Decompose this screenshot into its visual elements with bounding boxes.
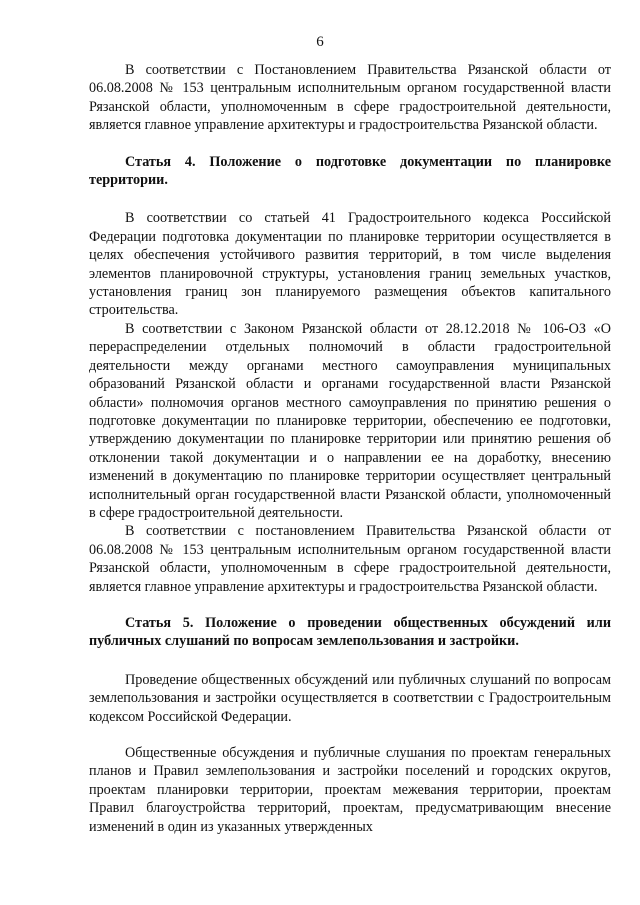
paragraph-article-41: В соответствии со статьей 41 Градостроительного кодекса Российской Федерации подготовка документации по планировке территории осуществляется в целях обеспечения устойчивого развития территорий, в том числе выделения элементов планировочной структуры, установления границ земельных участков, установления границ зон планируемого размещения объектов капитального строительства.: [89, 210, 611, 319]
paragraph-resolution-153: В соответствии с Постановлением Правительства Рязанской области от 06.08.2008 № 153 центральным исполнительным органом государственной власти Рязанской области, уполномоченным в сфере градостроительной деятельности, является главное управление архитектуры и градостроительства Рязанской области.: [89, 62, 611, 134]
paragraph-resolution-153-repeat: В соответствии с постановлением Правительства Рязанской области от 06.08.2008 № 153 центральным исполнительным органом государственной власти Рязанской области, уполномоченным в сфере градостроительной деятельности, является главное управление архитектуры и градостроительства Рязанской области.: [89, 523, 611, 595]
paragraph-public-hearings-procedure: Проведение общественных обсуждений или публичных слушаний по вопросам землепользования и застройки осуществляется в соответствии с Градостроительным кодексом Российской Федерации.: [89, 671, 611, 725]
paragraph-public-hearings-projects: Общественные обсуждения и публичные слушания по проектам генеральных планов и Правил землепользования и застройки поселений и городских округов, проектам планировки территории, проектам межевания территории, проектам Правил благоустройства территорий, проектам, предусматривающим внесение изменений в один из указанных утвержденных: [89, 745, 611, 835]
article-5-heading: Статья 5. Положение о проведении общественных обсуждений или публичных слушаний по вопросам землепользования и застройки.: [89, 614, 611, 650]
document-body: [89, 61, 611, 836]
article-4-heading: Статья 4. Положение о подготовке документации по планировке территории.: [89, 153, 611, 189]
paragraph-law-106-oz: В соответствии с Законом Рязанской области от 28.12.2018 № 106-ОЗ «О перераспределении отдельных полномочий в области градостроительной деятельности между органами местного самоуправления муниципальных образований Рязанской области и органами государственной власти Рязанской области» полномочия органов местного самоуправления по принятию решения о подготовке документации по планировке территории, обеспечению ее подготовки, утверждению документации по планировке территории или принятию решения об отклонении такой документации и о направлении ее на доработку, внесению изменений в документацию по планировке территории осуществляет центральный исполнительный орган государственной власти Рязанской области, уполномоченный в сфере градостроительной деятельности.: [89, 320, 611, 521]
page-number: 6: [316, 34, 324, 50]
